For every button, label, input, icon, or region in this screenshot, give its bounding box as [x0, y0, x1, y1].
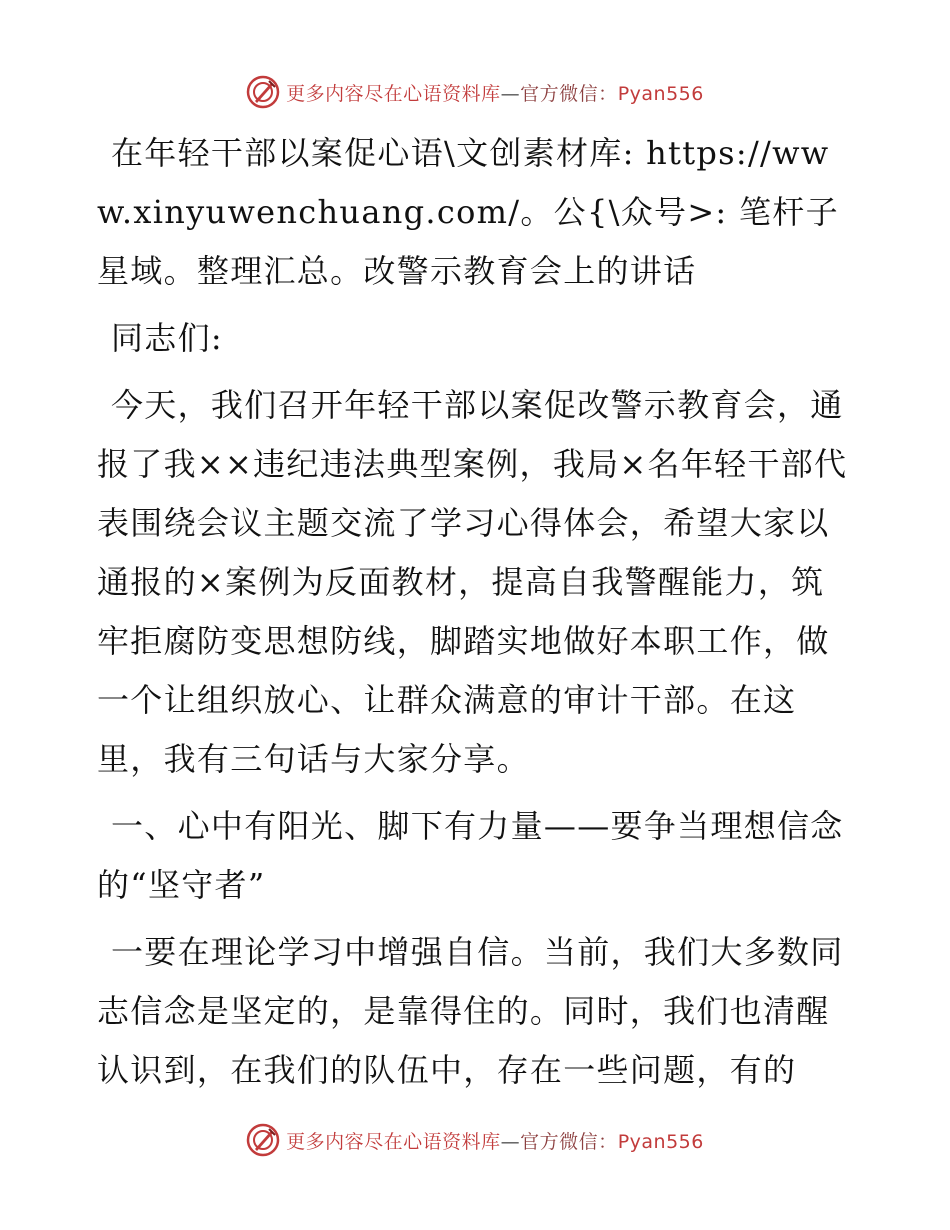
- body-paragraph: 今天，我们召开年轻干部以案促改警示教育会，通报了我××违纪违法典型案例，我局×名年轻干部代表围绕会议主题交流了学习心得体会，希望大家以通报的×案例为反面教材，提高自我警醒能力，筑牢拒腐防变思想防线，脚踏实地做好本职工作，做一个让组织放心、让群众满意的审计干部。在这里，我有三句话与大家分享。: [97, 386, 848, 778]
- header-banner: [0, 72, 950, 112]
- header-promo-text: 更多内容尽在心语资料库: [286, 82, 501, 105]
- section-heading: 一、心中有阳光、脚下有力量——要争当理想信念的“坚守者”: [97, 807, 844, 904]
- title-paragraph: 在年轻干部以案促心语\文创素材库: https://www.xinyuwenchuang.com/。公{\众号>: 笔杆子星域。整理汇总。改警示教育会上的讲话: [97, 134, 839, 290]
- header-separator: —: [500, 82, 521, 105]
- salutation: 同志们:: [111, 319, 223, 357]
- brand-logo-icon: [246, 1123, 280, 1157]
- body-paragraph: 一要在理论学习中增强自信。当前，我们大多数同志信念是坚定的，是靠得住的。同时，我们也清醒认识到，在我们的队伍中，存在一些问题，有的: [97, 933, 844, 1089]
- footer-wechat-label: 官方微信：: [520, 1130, 618, 1153]
- footer-promo-text: 更多内容尽在心语资料库: [286, 1130, 501, 1153]
- footer-banner: [0, 1120, 950, 1160]
- header-banner-text: [286, 79, 704, 106]
- document-body: [97, 124, 849, 1108]
- footer-wechat-id: Pyan556: [617, 1130, 704, 1153]
- footer-banner-text: [286, 1127, 704, 1154]
- header-wechat-id: Pyan556: [617, 82, 704, 105]
- header-wechat-label: 官方微信：: [520, 82, 618, 105]
- footer-separator: —: [500, 1130, 521, 1153]
- brand-logo-icon: [246, 75, 280, 109]
